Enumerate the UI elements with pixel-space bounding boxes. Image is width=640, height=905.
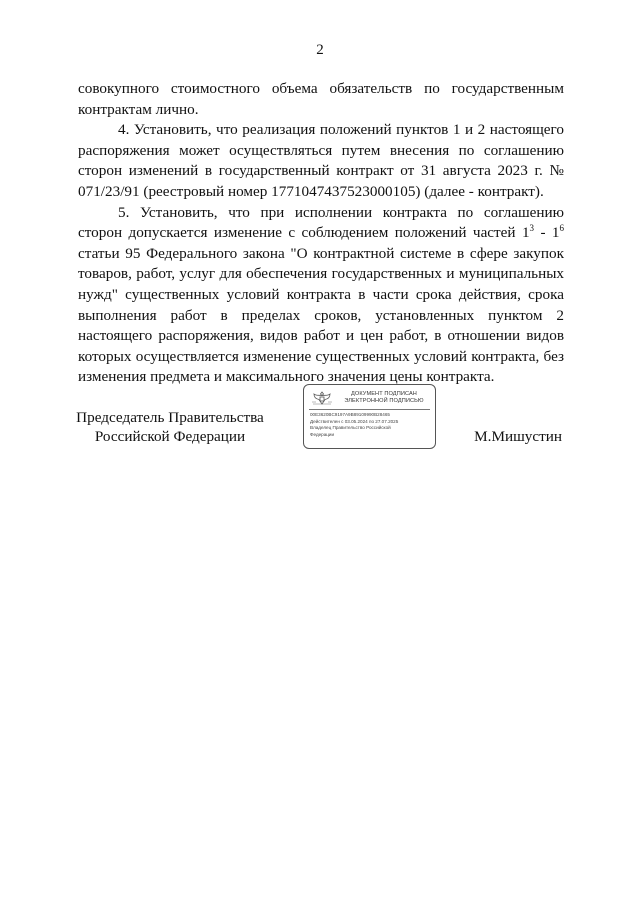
superscript-part-6: 6 xyxy=(559,223,564,234)
signer-title-line-1: Председатель Правительства xyxy=(76,409,264,426)
paragraph-item-4: 4. Установить, что реализация положений пунктов 1 и 2 настоящего распоряжения может осуществляться путем внесения по соглашению сторон изменений в государственный контракт от 31 августа 2023 г. № 071/23/91 (реестровый номер 1771047437523000105) (далее - контракт). xyxy=(78,121,564,200)
paragraph-item-5-text-end: статьи 95 Федерального закона "О контрактной системе в сфере закупок товаров, работ, услуг для обеспечения государственных и муниципальных нужд" существенных условий контракта в части срока действия, срока выполнения работ в пределах сроков, установленных пунктом 2 настоящего распоряжения, видов работ и цен работ, в отношении видов которых осуществляется изменение существенных условий контракта, без изменения предмета и максимального значения цены контракта. xyxy=(78,244,564,386)
superscript-part-3: 3 xyxy=(529,223,535,234)
stamp-header-line-2: ЭЛЕКТРОННОЙ ПОДПИСЬЮ xyxy=(344,398,424,405)
paragraph-item-5-text-between: - 1 xyxy=(534,224,560,242)
stamp-header-line-1: ДОКУМЕНТ ПОДПИСАН xyxy=(351,391,417,397)
signer-title xyxy=(72,408,268,446)
paragraph-item-5 xyxy=(78,203,564,388)
stamp-owner-line-2: Федерации xyxy=(310,431,335,437)
signer-name: М.Мишустин xyxy=(474,428,562,445)
electronic-signature-stamp xyxy=(303,384,436,449)
stamp-divider xyxy=(309,409,430,410)
paragraph-continuation: совокупного стоимостного объема обязательств по государственным контрактам лично. xyxy=(78,80,564,118)
stamp-serial: 00E3620BC9197A9B89109990B28465 xyxy=(310,412,390,417)
stamp-owner-line-1: Владелец Правительство Российской xyxy=(310,425,391,431)
stamp-validity: Действителен с 03.05.2024 по 27.07.2025 xyxy=(310,418,399,424)
document-body xyxy=(78,79,564,388)
paragraph-item-5-text-start: 5. Установить, что при исполнении контракта по соглашению сторон допускается изменение с соблюдением положений частей 1 xyxy=(78,203,564,242)
stamp-header xyxy=(336,391,432,405)
stamp-details xyxy=(310,412,432,438)
signer-title-line-2: Российской Федерации xyxy=(94,428,246,445)
page-number: 2 xyxy=(316,42,324,58)
russian-coat-of-arms-icon xyxy=(310,390,334,406)
